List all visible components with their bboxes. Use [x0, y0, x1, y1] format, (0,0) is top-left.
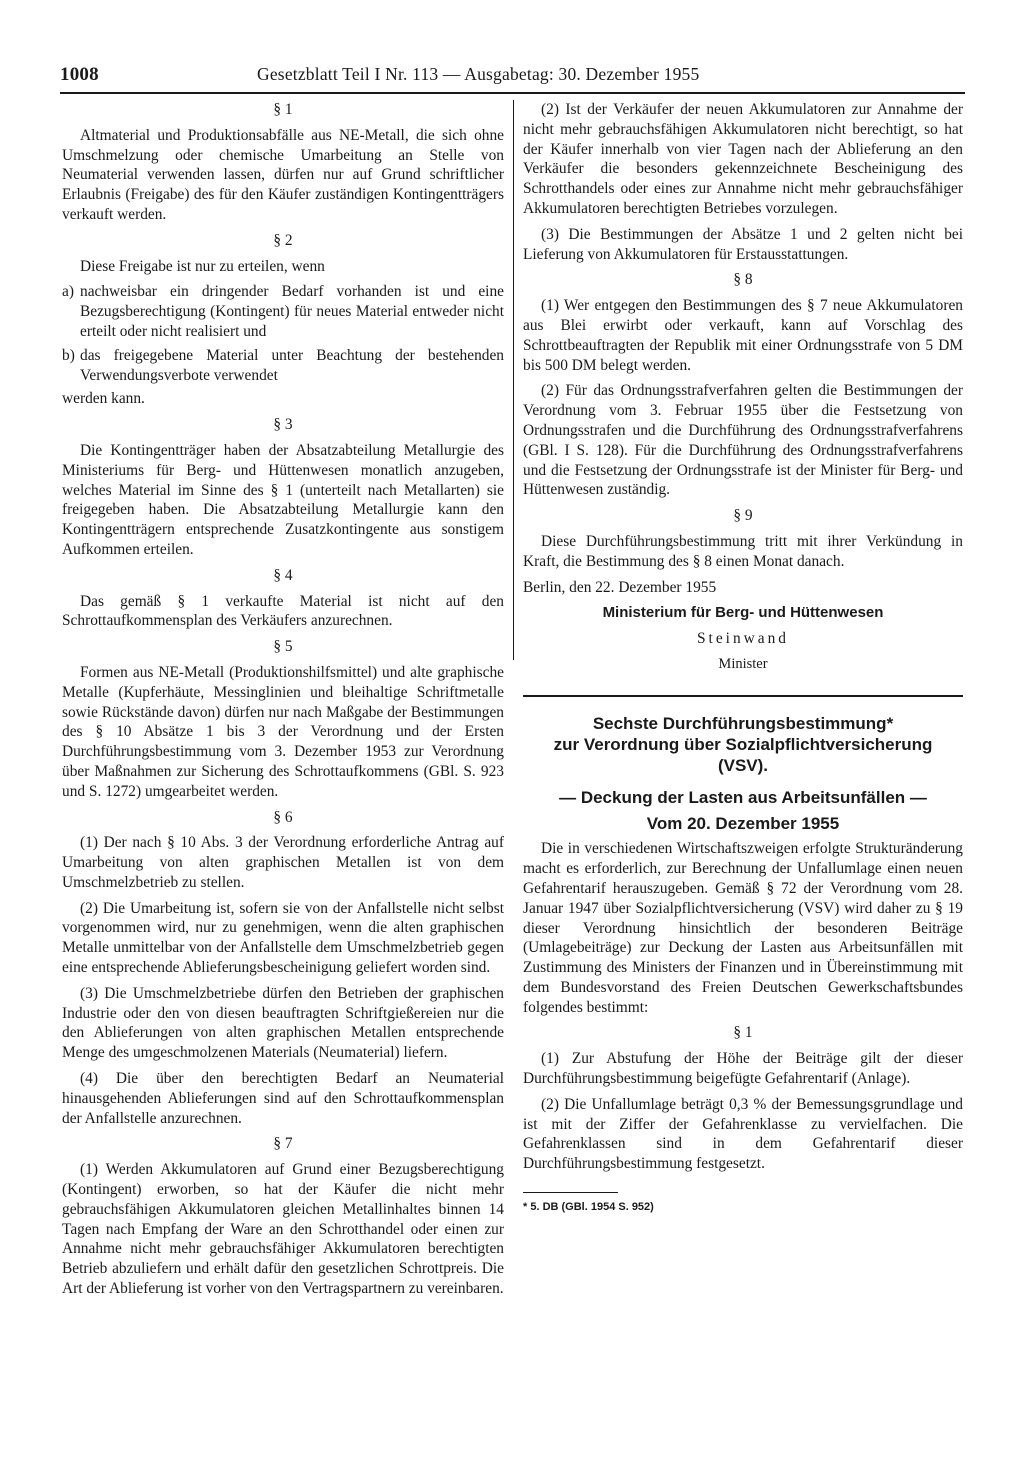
- section-heading: § 2: [273, 231, 293, 249]
- signatory-role: Minister: [718, 655, 768, 672]
- decree-title-line: Sechste Durchführungsbestimmung*: [592, 713, 894, 733]
- decree-title: [523, 713, 963, 776]
- paragraph: (2) Die Unfallumlage beträgt 0,3 % der Bemessungsgrundlage und ist mit der Ziffer der Gefahrenklasse zu vervielfachen. Die Gefahrenklassen sind in dem Gefahrentarif dieser Durchführungsbestimmung festgesetzt.: [523, 1095, 963, 1173]
- footnote-rule: [523, 1192, 618, 1193]
- page-number: 1008: [60, 64, 99, 85]
- right-column: [523, 100, 963, 1224]
- decree-title-line: (VSV).: [717, 755, 769, 775]
- paragraph: (2) Die Umarbeitung ist, sofern sie von der Anfallstelle nicht selbst vorgenommen wird, nur zu genehmigen, wenn die alten graphischen Metalle unmittelbar von der Anfallstelle dem Umschmelzbetrieb gegen eine entsprechende Ablieferungsbescheinigung geliefert worden sind.: [62, 899, 504, 977]
- list-text: das freigegebene Material unter Beachtung der bestehenden Verwendungsverbote verwendet: [80, 346, 504, 384]
- section-heading: § 5: [273, 638, 293, 656]
- column-divider: [513, 100, 514, 660]
- paragraph: (2) Für das Ordnungsstrafverfahren gelten die Bestimmungen der Verordnung vom 3. Februar 1955 über die Festsetzung von Ordnungsstrafen und die Durchführung des Ordnungsstrafverfahrens (GBl. I S. 128). Für die Durchführung des Ordnungsstrafverfahrens und die Festsetzung der Ordnungsstrafe ist der Minister für Berg- und Hüttenwesen zuständig.: [523, 382, 963, 499]
- paragraph: (3) Die Umschmelzbetriebe dürfen den Betrieben der graphischen Industrie oder den von diesen beauftragten Schriftgießereien nur die den Ablieferungen von alten graphischen Metallen entsprechende Menge des umgeschmolzenen Materials (Neumaterial) liefern.: [62, 984, 504, 1062]
- page-header: [60, 62, 965, 94]
- section-heading: § 6: [273, 808, 293, 826]
- paragraph: Die Kontingentträger haben der Absatzabteilung Metallurgie des Ministeriums für Berg- und Hüttenwesen monatlich anzugeben, welches Material im Sinne des § 1 (unterteilt nach Metallarten) sie freigegeben haben. Die Absatzabteilung Metallurgie kann den Kontingentträgern entsprechende Zusatzkontingente aus sonstigem Aufkommen erteilen.: [62, 441, 504, 558]
- footnote: * 5. DB (GBl. 1954 S. 952): [523, 1201, 654, 1214]
- paragraph: Formen aus NE-Metall (Produktionshilfsmittel) und alte graphische Metalle (Kupferhäute, Messinglinien und bleihaltige Schriftmetalle sowie Rückstände davon) dürfen nur nach Maßgabe der Bestimmungen des § 10 Absätze 1 bis 3 der Verordnung und der Ersten Durchführungsbestimmung vom 3. Dezember 1953 zur Verordnung über Maßnahmen zur Sicherung des Schrottaufkommens (GBl. S. 923 und S. 1272) umgearbeitet werden.: [62, 663, 504, 800]
- paragraph: (1) Zur Abstufung der Höhe der Beiträge gilt der dieser Durchführungsbestimmung beigefügte Gefahrentarif (Anlage).: [523, 1050, 963, 1088]
- section-heading: § 7: [273, 1135, 293, 1153]
- paragraph: Altmaterial und Produktionsabfälle aus NE-Metall, die sich ohne Umschmelzung oder chemische Umarbeitung an Stelle von Neumaterial verwenden lassen, dürfen nur auf Grund schriftlicher Erlaubnis (Freigabe) des für den Käufer zuständigen Kontingentträgers verkauft werden.: [62, 126, 504, 223]
- place-date: Berlin, den 22. Dezember 1955: [523, 578, 717, 596]
- paragraph: (4) Die über den berechtigten Bedarf an Neumaterial hinausgehenden Ablieferungen sind auf den Schrottaufkommensplan der Anfallstelle anzurechnen.: [62, 1070, 504, 1127]
- paragraph: (2) Ist der Verkäufer der neuen Akkumulatoren zur Annahme der nicht mehr gebrauchsfähigen Akkumulatoren nicht berechtigt, so hat der Käufer innerhalb von vier Tagen nach der Ablieferung an den Verkäufer die besonders gekennzeichnete Bescheinigung des Schrotthandels oder eines zur Annahme nicht mehr gebrauchsfähiger Akkumulatoren berechtigten Betriebes vorzulegen.: [523, 101, 963, 217]
- list-label: b): [62, 346, 75, 364]
- section-heading: § 1: [273, 101, 293, 118]
- running-title: Gesetzblatt Teil I Nr. 113 — Ausgabetag: 30. Dezember 1955: [257, 64, 700, 84]
- decree-subtitle: — Deckung der Lasten aus Arbeitsunfällen —: [559, 787, 927, 807]
- list-label: a): [62, 283, 74, 301]
- paragraph: (1) Werden Akkumulatoren auf Grund einer Bezugsberechtigung (Kontingent) erworben, so hat der Käufer die nicht mehr gebrauchsfähigen Akkumulatoren gleichen Metallinhaltes binnen 14 Tagen nach Empfang der Ware an den Schrotthandel oder einen zur Annahme nicht mehr gebrauchsfähiger Akkumulatoren berechtigten Betrieb abzuliefern und erhält dafür den gesetzlichen Schrottpreis. Die Art der Ablieferung ist vorher von den Vertragspartnern zu vereinbaren.: [62, 1161, 504, 1298]
- paragraph: (3) Die Bestimmungen der Absätze 1 und 2 gelten nicht bei Lieferung von Akkumulatoren für Erstausstattungen.: [523, 225, 963, 263]
- left-column: [62, 100, 504, 1305]
- section-heading: § 4: [273, 566, 293, 584]
- paragraph: (1) Der nach § 10 Abs. 3 der Verordnung erforderliche Antrag auf Umarbeitung von alten graphischen Metallen ist von dem Umschmelzbetrieb zu stellen.: [62, 834, 504, 891]
- signatory-name: Steinwand: [697, 630, 789, 648]
- decree-date: Vom 20. Dezember 1955: [646, 813, 840, 833]
- section-heading: § 9: [733, 507, 753, 525]
- section-heading: § 8: [733, 271, 753, 289]
- paragraph: Das gemäß § 1 verkaufte Material ist nicht auf den Schrottaufkommensplan des Verkäufers anzurechnen.: [62, 592, 504, 630]
- paragraph: Diese Freigabe ist nur zu erteilen, wenn: [80, 257, 325, 275]
- list-item: [62, 282, 504, 341]
- paragraph: Diese Durchführungsbestimmung tritt mit ihrer Verkündung in Kraft, die Bestimmung des § 8 einen Monat danach.: [523, 532, 963, 570]
- list-text: nachweisbar ein dringender Bedarf vorhanden ist und eine Bezugsberechtigung (Kontingent) für neues Material entweder nicht erteilt oder nicht realisiert und: [80, 283, 504, 340]
- paragraph: (1) Wer entgegen den Bestimmungen des § 7 neue Akkumulatoren aus Blei erwirbt oder verkauft, kann auf Vorschlag des Schrottbeauftragten der Republik mit einer Ordnungsstrafe von 5 DM bis 500 DM belegt werden.: [523, 297, 963, 374]
- section-rule: [523, 695, 963, 697]
- decree-title-line: zur Verordnung über Sozialpflichtversicherung: [553, 734, 933, 754]
- ministry-name: Ministerium für Berg- und Hüttenwesen: [602, 604, 884, 622]
- paragraph: werden kann.: [62, 390, 145, 408]
- section-heading: § 3: [273, 416, 293, 434]
- paragraph: Die in verschiedenen Wirtschaftszweigen erfolgte Strukturänderung macht es erforderlich, zur Berechnung der Unfallumlage einen neuen Gefahrentarif herauszugeben. Gemäß § 72 der Verordnung vom 28. Januar 1947 über Sozialpflichtversicherung (VSV) wird daher zu § 19 dieser Verordnung hinsichtlich der besonderen Beiträge (Umlagebeiträge) zur Deckung der Lasten aus Arbeitsunfällen mit Zustimmung des Ministers der Finanzen und in Übereinstimmung mit dem Bundesvorstand des Freien Deutschen Gewerkschaftsbundes folgendes bestimmt:: [523, 840, 963, 1016]
- list-item: [62, 346, 504, 386]
- section-heading: § 1: [733, 1024, 753, 1042]
